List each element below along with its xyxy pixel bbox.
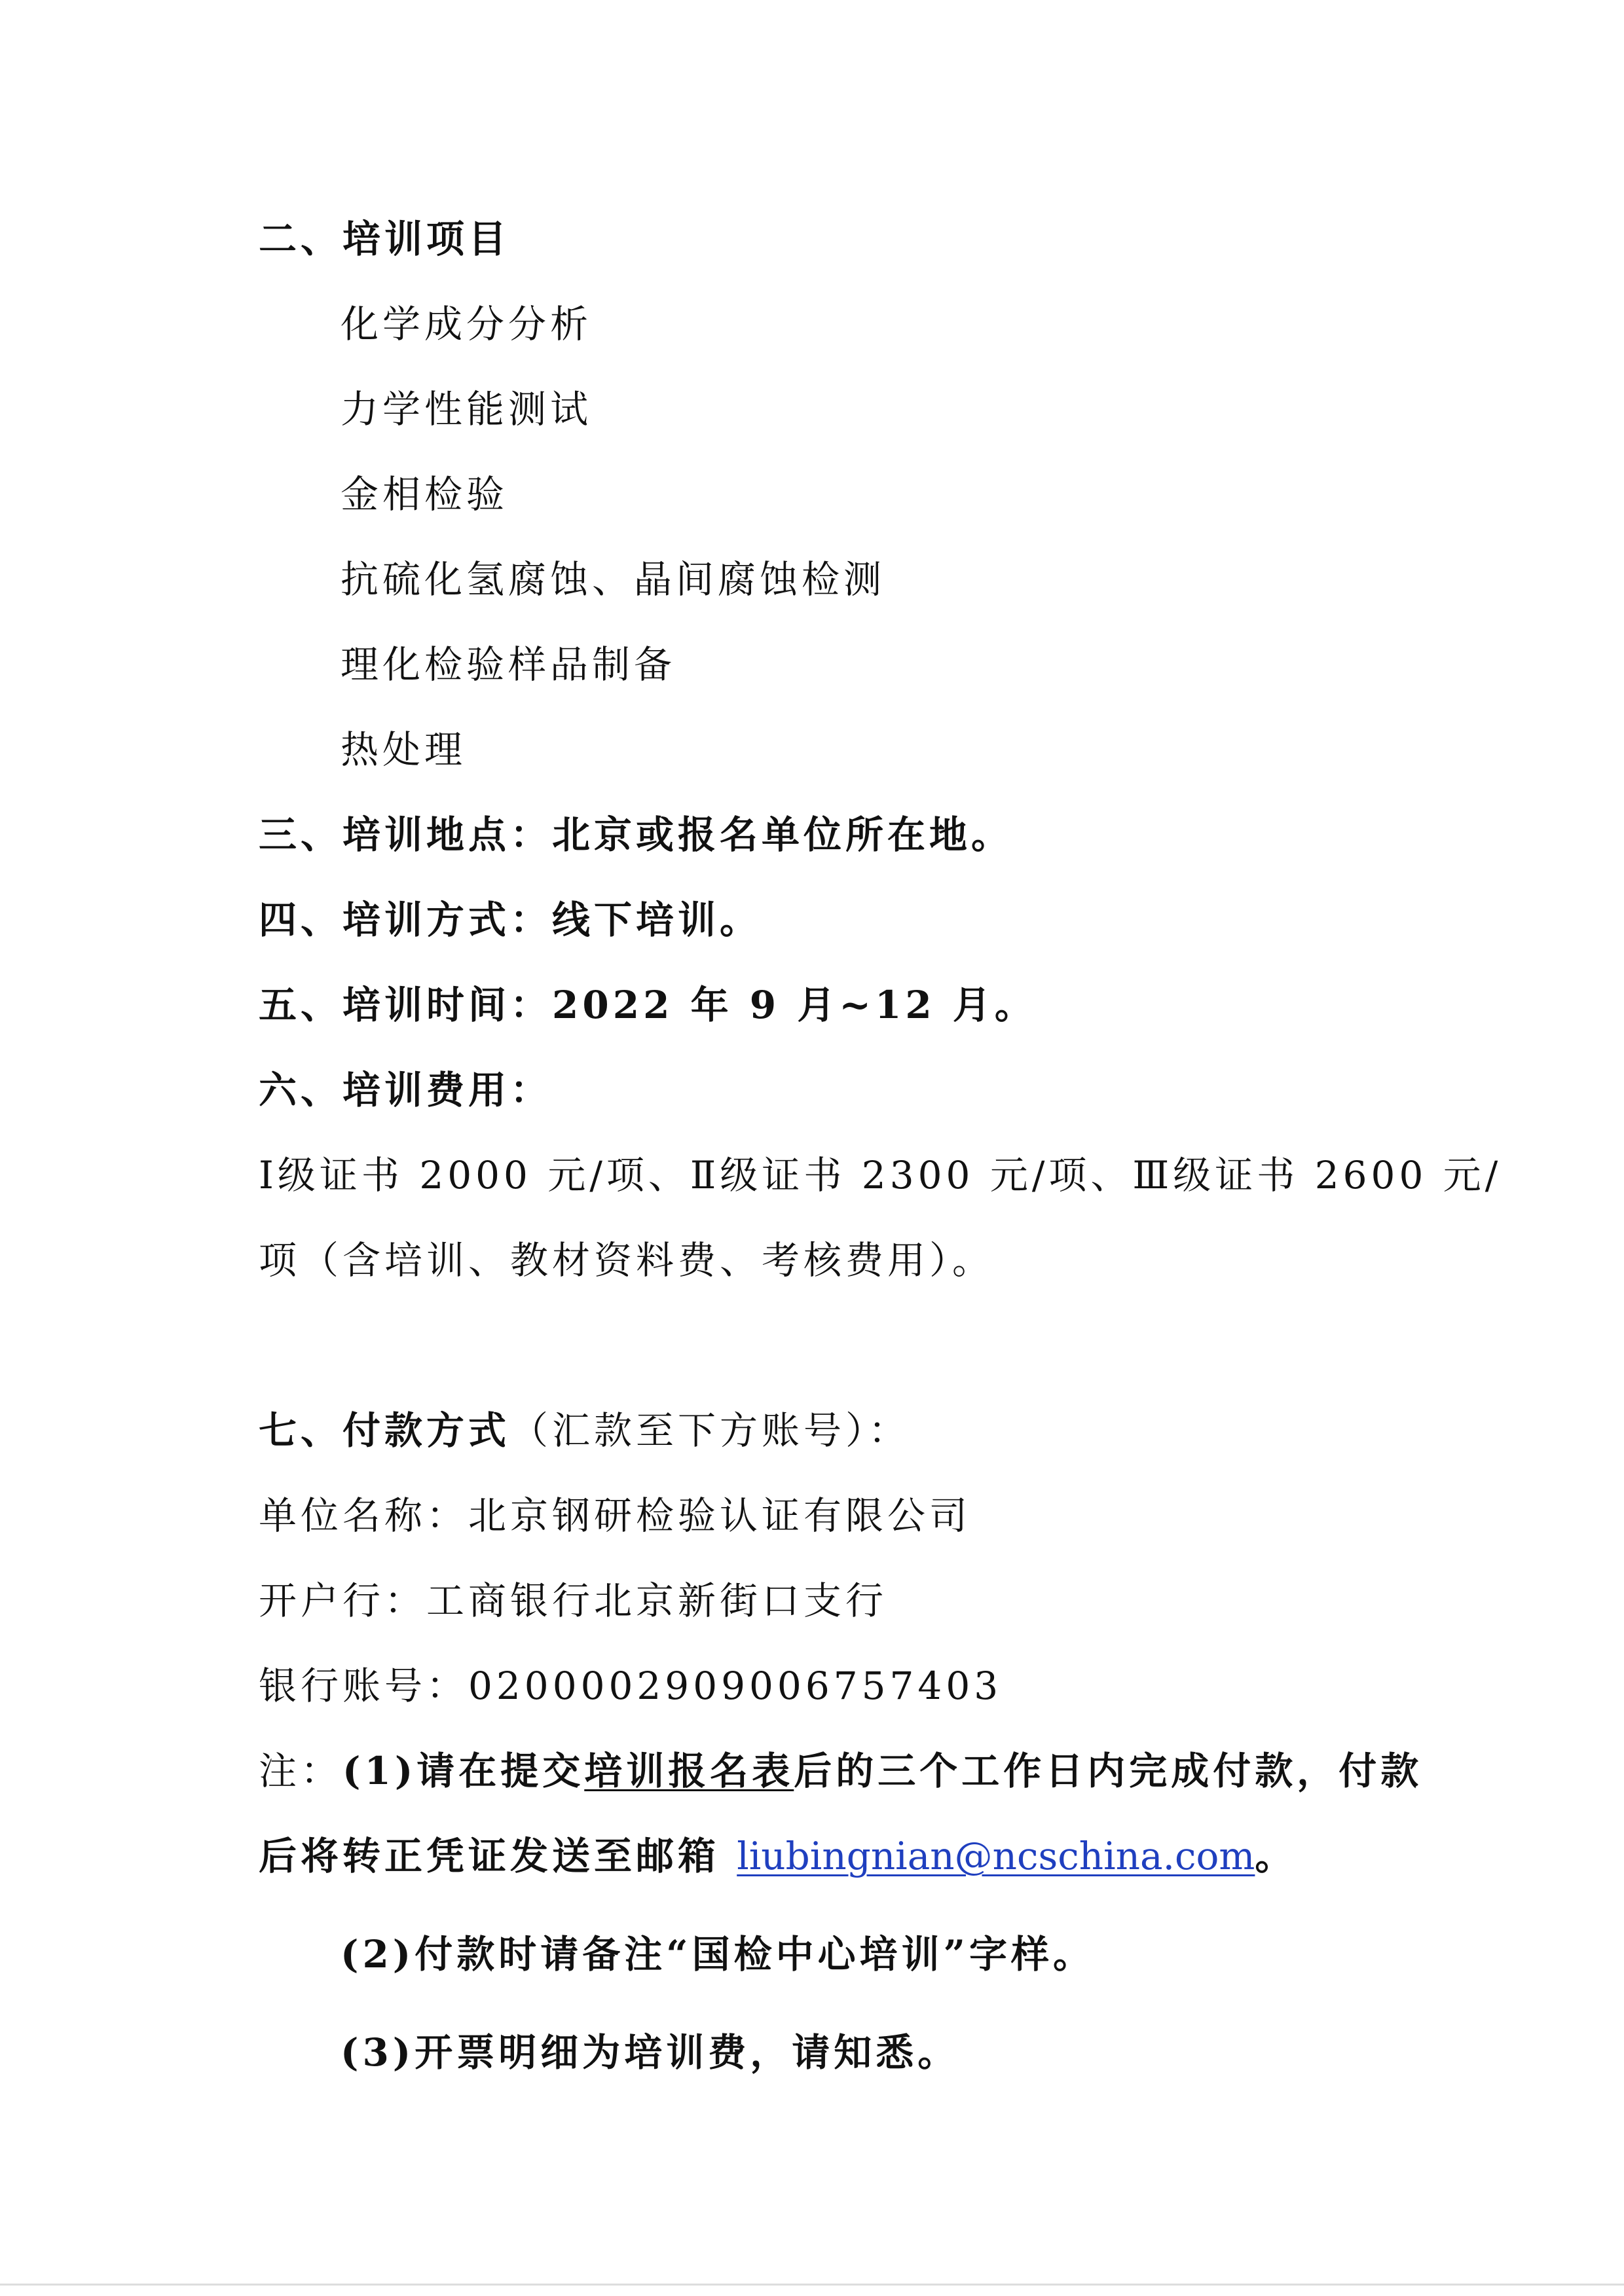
- bank-account: 银行账号：0200002909006757403: [259, 1664, 1003, 1708]
- training-item-1: 化学成分分析: [341, 302, 593, 346]
- note-1-part-a: (1)请在提交: [342, 1749, 585, 1793]
- note-3: (3)开票明细为培训费，请知悉。: [341, 2030, 960, 2075]
- fee-line-1: Ⅰ级证书 2000 元/项、Ⅱ级证书 2300 元/项、Ⅲ级证书 2600 元/: [259, 1153, 1502, 1197]
- section-7-title-text: 七、付款方式: [259, 1408, 511, 1453]
- note-1-end: 。: [1255, 1834, 1297, 1878]
- section-2-title: 二、培训项目: [259, 217, 511, 261]
- email-link[interactable]: liubingnian@ncschina.com: [737, 1834, 1255, 1878]
- section-7-title: [259, 1404, 910, 1457]
- note-1-part-c: 后将转正凭证发送至邮箱: [259, 1834, 737, 1878]
- note-1-line-1: [259, 1745, 1422, 1797]
- section-3-location: 三、培训地点：北京或报名单位所在地。: [259, 812, 1014, 857]
- training-item-3: 金相检验: [341, 472, 509, 517]
- note-1-line-2: [259, 1830, 1297, 1882]
- training-item-4: 抗硫化氢腐蚀、晶间腐蚀检测: [341, 557, 886, 602]
- bank-name: 开户行：工商银行北京新街口支行: [259, 1578, 888, 1623]
- registration-form-link[interactable]: 培训报名表: [584, 1749, 794, 1793]
- section-4-method: 四、培训方式：线下培训。: [259, 898, 762, 942]
- fee-line-2: 项（含培训、教材资料费、考核费用）。: [259, 1238, 995, 1283]
- unit-name: 单位名称：北京钢研检验认证有限公司: [259, 1493, 972, 1538]
- training-item-6: 热处理: [341, 727, 467, 772]
- page-bottom-edge: [0, 2284, 1624, 2286]
- training-item-2: 力学性能测试: [341, 387, 593, 431]
- section-6-title: 六、培训费用：: [259, 1068, 553, 1112]
- note-2: (2)付款时请备注“国检中心培训”字样。: [341, 1932, 1095, 1977]
- section-7-title-note: （汇款至下方账号）：: [510, 1408, 911, 1453]
- training-item-5: 理化检验样品制备: [341, 642, 676, 687]
- note-prefix: 注：: [259, 1749, 343, 1793]
- section-5-time: 五、培训时间：2022 年 9 月~12 月。: [259, 983, 1037, 1027]
- note-1-part-b: 后的三个工作日内完成付款，付款: [794, 1749, 1423, 1793]
